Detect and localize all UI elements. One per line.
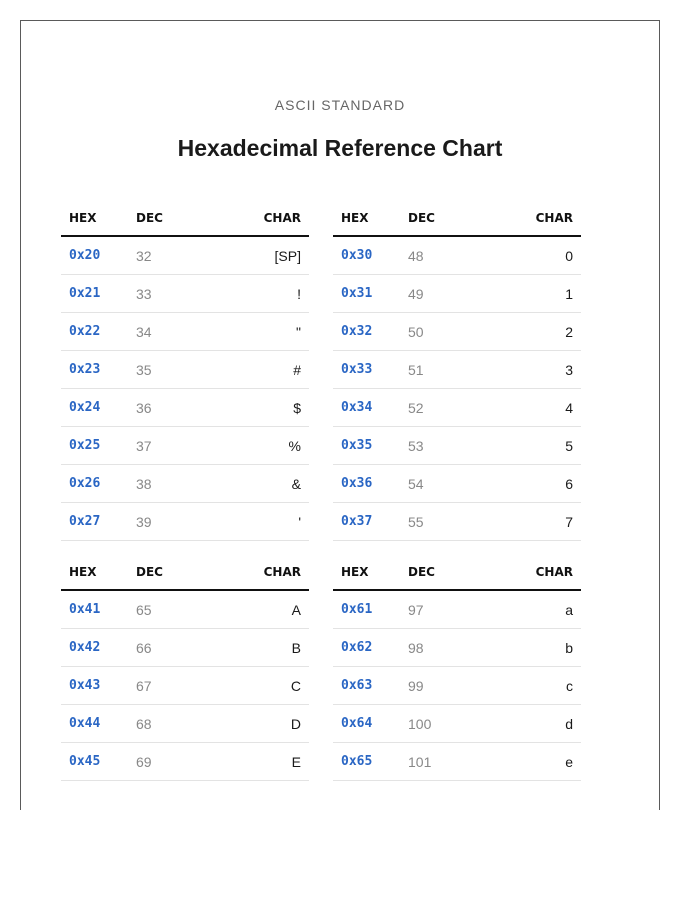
table-row	[333, 275, 581, 313]
table-row	[61, 313, 309, 351]
decimal-value: 55	[408, 513, 424, 530]
column-header-char: CHAR	[263, 564, 301, 579]
column-header-dec: DEC	[408, 564, 435, 579]
table-header	[61, 554, 309, 591]
hex-value: 0x43	[69, 678, 101, 693]
table-row	[61, 629, 309, 667]
hex-value: 0x25	[69, 438, 101, 453]
hex-value: 0x62	[341, 640, 373, 655]
decimal-value: 49	[408, 285, 424, 302]
ascii-table-1	[61, 200, 309, 541]
hex-value: 0x21	[69, 286, 101, 301]
table-row	[61, 351, 309, 389]
hex-value: 0x64	[341, 716, 373, 731]
column-header-hex: HEX	[341, 564, 369, 579]
char-value: '	[298, 513, 301, 530]
table-row	[333, 629, 581, 667]
hex-value: 0x34	[341, 400, 373, 415]
hex-value: 0x41	[69, 602, 101, 617]
ascii-table-4	[333, 554, 581, 781]
char-value: "	[296, 323, 301, 340]
hex-value: 0x20	[69, 248, 101, 263]
table-row	[61, 503, 309, 541]
hex-value: 0x35	[341, 438, 373, 453]
decimal-value: 52	[408, 399, 424, 416]
table-row	[333, 743, 581, 781]
hex-value: 0x65	[341, 754, 373, 769]
column-header-char: CHAR	[263, 210, 301, 225]
table-header	[61, 200, 309, 237]
table-row	[333, 667, 581, 705]
decimal-value: 99	[408, 677, 424, 694]
decimal-value: 34	[136, 323, 152, 340]
column-header-hex: HEX	[341, 210, 369, 225]
table-row	[333, 591, 581, 629]
char-value: c	[566, 677, 573, 694]
decimal-value: 36	[136, 399, 152, 416]
decimal-value: 32	[136, 247, 152, 264]
table-row	[61, 667, 309, 705]
table-row	[61, 389, 309, 427]
decimal-value: 67	[136, 677, 152, 694]
hex-value: 0x44	[69, 716, 101, 731]
decimal-value: 39	[136, 513, 152, 530]
hex-value: 0x61	[341, 602, 373, 617]
column-header-hex: HEX	[69, 564, 97, 579]
table-row	[333, 237, 581, 275]
table-header	[333, 200, 581, 237]
char-value: 1	[565, 285, 573, 302]
column-header-dec: DEC	[136, 210, 163, 225]
decimal-value: 65	[136, 601, 152, 618]
hex-value: 0x32	[341, 324, 373, 339]
table-header	[333, 554, 581, 591]
char-value: B	[291, 639, 301, 656]
char-value: $	[293, 399, 301, 416]
decimal-value: 97	[408, 601, 424, 618]
table-row	[61, 705, 309, 743]
decimal-value: 66	[136, 639, 152, 656]
char-value: [SP]	[274, 247, 301, 264]
char-value: %	[288, 437, 301, 454]
decimal-value: 33	[136, 285, 152, 302]
table-row	[333, 427, 581, 465]
table-row	[333, 503, 581, 541]
hex-value: 0x45	[69, 754, 101, 769]
table-row	[61, 743, 309, 781]
table-row	[61, 275, 309, 313]
hex-value: 0x22	[69, 324, 101, 339]
hex-value: 0x31	[341, 286, 373, 301]
char-value: 4	[565, 399, 573, 416]
table-row	[61, 591, 309, 629]
table-row	[333, 465, 581, 503]
decimal-value: 51	[408, 361, 424, 378]
char-value: 2	[565, 323, 573, 340]
char-value: C	[290, 677, 301, 694]
hex-value: 0x30	[341, 248, 373, 263]
hex-value: 0x23	[69, 362, 101, 377]
hex-value: 0x36	[341, 476, 373, 491]
decimal-value: 53	[408, 437, 424, 454]
char-value: D	[290, 715, 301, 732]
table-row	[333, 389, 581, 427]
char-value: &	[291, 475, 301, 492]
char-value: a	[565, 601, 573, 618]
char-value: 3	[565, 361, 573, 378]
ascii-table-3	[61, 554, 309, 781]
hex-value: 0x26	[69, 476, 101, 491]
column-header-char: CHAR	[535, 564, 573, 579]
hex-value: 0x24	[69, 400, 101, 415]
char-value: !	[297, 285, 301, 302]
page-title: Hexadecimal Reference Chart	[177, 135, 503, 161]
table-row	[333, 351, 581, 389]
char-value: 6	[565, 475, 573, 492]
decimal-value: 35	[136, 361, 152, 378]
table-row	[61, 237, 309, 275]
hex-value: 0x37	[341, 514, 373, 529]
decimal-value: 38	[136, 475, 152, 492]
table-row	[333, 705, 581, 743]
decimal-value: 69	[136, 753, 152, 770]
decimal-value: 98	[408, 639, 424, 656]
column-header-char: CHAR	[535, 210, 573, 225]
char-value: e	[565, 753, 573, 770]
page-subtitle: ASCII STANDARD	[274, 97, 406, 113]
hex-value: 0x42	[69, 640, 101, 655]
decimal-value: 37	[136, 437, 152, 454]
decimal-value: 101	[408, 753, 432, 770]
char-value: #	[293, 361, 301, 378]
hex-value: 0x63	[341, 678, 373, 693]
ascii-table-2	[333, 200, 581, 541]
hex-value: 0x33	[341, 362, 373, 377]
char-value: b	[565, 639, 573, 656]
column-header-hex: HEX	[69, 210, 97, 225]
hex-value: 0x27	[69, 514, 101, 529]
char-value: 5	[565, 437, 573, 454]
char-value: E	[291, 753, 301, 770]
column-header-dec: DEC	[408, 210, 435, 225]
column-header-dec: DEC	[136, 564, 163, 579]
decimal-value: 100	[408, 715, 432, 732]
decimal-value: 54	[408, 475, 424, 492]
decimal-value: 48	[408, 247, 424, 264]
decimal-value: 68	[136, 715, 152, 732]
table-row	[61, 465, 309, 503]
char-value: A	[291, 601, 301, 618]
char-value: d	[565, 715, 573, 732]
table-row	[61, 427, 309, 465]
char-value: 0	[565, 247, 573, 264]
char-value: 7	[565, 513, 573, 530]
table-row	[333, 313, 581, 351]
decimal-value: 50	[408, 323, 424, 340]
